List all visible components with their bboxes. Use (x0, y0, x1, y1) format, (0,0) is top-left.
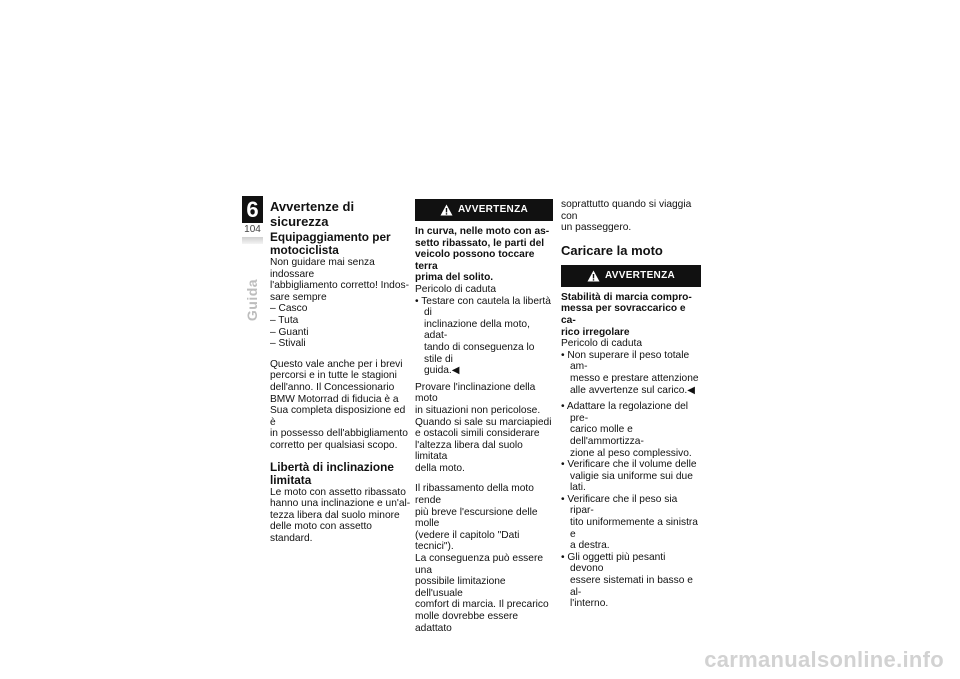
section-label: Guida (244, 278, 260, 322)
gear-list (270, 303, 412, 349)
hazard-text: Pericolo di caduta (415, 283, 496, 295)
section-title: Avvertenze di sicurezza (270, 199, 355, 229)
hazard-text: Pericolo di caduta (561, 338, 642, 350)
warning-icon (440, 204, 453, 216)
section-title: Caricare la moto (561, 242, 663, 258)
column-2 (415, 199, 553, 634)
warning-title: In curva, nelle moto con as- setto ribassato, le parti del veicolo possono toccare terra prima del solito. (415, 226, 550, 284)
list-item: • Testare con cautela la libertà di inclinazione della moto, adat- tando di conseguenza lo stile di guida.◀ (415, 295, 551, 377)
warning-icon (587, 270, 600, 282)
watermark: carmanualsonline.info (704, 647, 944, 672)
side-divider (242, 237, 263, 244)
list-item: – Tuta (270, 314, 299, 326)
list-item: – Guanti (270, 326, 309, 338)
list-item: – Casco (270, 303, 308, 315)
page-number: 104 (244, 224, 261, 235)
list-item: • Adattare la regolazione del pre- carico molle e dell'ammortizza- zione al peso complessivo. (561, 401, 692, 459)
paragraph: Non guidare mai senza indossare l'abbigliamento corretto! Indos- sare sempre (270, 257, 409, 303)
list-item: – Stivali (270, 338, 306, 350)
list-item: • Verificare che il volume delle valigie sia uniforme sui due lati. (561, 459, 697, 494)
column-3 (561, 199, 701, 610)
column-1 (270, 199, 412, 544)
warning-title: Stabilità di marcia compro- messa per sovraccarico e ca- rico irregolare (561, 291, 692, 338)
warning-bullets (561, 350, 701, 396)
list-item: • Verificare che il peso sia ripar- tito uniformemente a sinistra e a destra. (561, 493, 698, 552)
list-item: • Gli oggetti più pesanti devono essere sistemati in basso e al- l'interno. (561, 551, 693, 610)
paragraph: Provare l'inclinazione della moto in situazioni non pericolose. Quando si sale su marciapiedi e ostacoli simili considerare l'altezza libera dal suolo limitata della moto. (415, 381, 552, 474)
list-item: • Non superare il peso totale am- messo e prestare attenzione alle avvertenze sul carico.◀ (561, 349, 699, 396)
chapter-number: 6 (242, 196, 263, 223)
warning-label: AVVERTENZA (604, 269, 676, 281)
paragraph: Le moto con assetto ribassato hanno una inclinazione e un'al- tezza libera dal suolo minore delle moto con assetto standard. (270, 486, 411, 544)
heading-equipment: Equipaggiamento per motociclista (270, 230, 391, 257)
paragraph: soprattutto quando si viaggia con un passeggero. (561, 199, 692, 234)
paragraph: Questo vale anche per i brevi percorsi e in tutte le stagioni dell'anno. Il Concessionario BMW Motorrad di fiducia è a Sua completa disposizione ed è in possesso dell'abbigliamento corretto per qualsiasi scopo. (270, 358, 408, 451)
warning-banner (415, 199, 553, 221)
warning-bullets (415, 296, 553, 377)
warning-label: AVVERTENZA (457, 204, 529, 216)
loading-bullets (561, 401, 701, 610)
paragraph: Il ribassamento della moto rende più breve l'escursione delle molle (vedere il capitolo "Dati tecnici"). La conseguenza può essere una possibile limitazione dell'usuale comfort di marcia. Il precarico molle dovrebbe essere adattato (415, 483, 549, 634)
heading-lean-angle: Libertà di inclinazione limitata (270, 459, 394, 487)
warning-banner (561, 265, 701, 287)
